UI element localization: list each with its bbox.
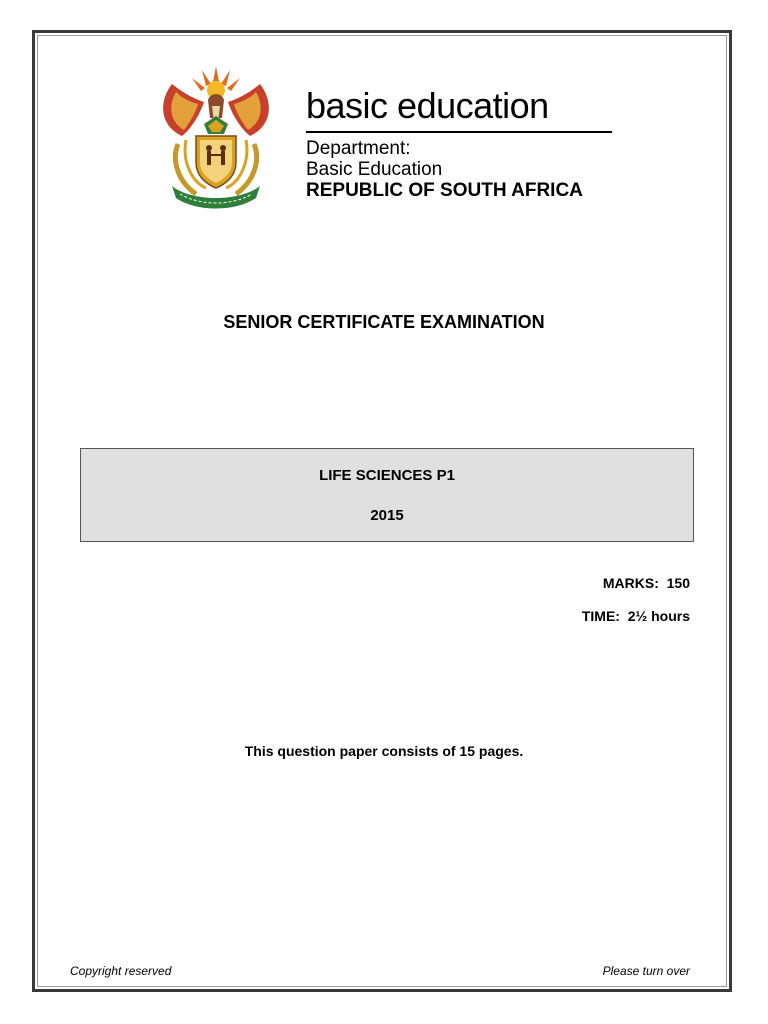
time-line — [582, 608, 690, 624]
coat-of-arms-icon — [152, 62, 280, 212]
time-value: 2½ hours — [627, 608, 690, 624]
exam-title: SENIOR CERTIFICATE EXAMINATION — [223, 312, 545, 332]
country-name: REPUBLIC OF SOUTH AFRICA — [306, 180, 583, 201]
subject-name: LIFE SCIENCES P1 — [319, 467, 455, 484]
department-name: Basic Education — [306, 159, 443, 180]
brand-underline — [306, 131, 612, 133]
subject-box — [80, 448, 694, 542]
exam-year: 2015 — [370, 507, 404, 524]
page-count-note: This question paper consists of 15 pages. — [244, 743, 524, 759]
time-label: TIME: — [581, 608, 620, 624]
marks-label: MARKS: — [602, 575, 659, 591]
footer-turn-over: Please turn over — [602, 964, 690, 978]
marks-value: 150 — [666, 575, 690, 591]
brand-title: basic education — [306, 85, 549, 126]
footer-copyright: Copyright reserved — [70, 964, 172, 978]
department-label: Department: — [306, 138, 411, 159]
marks-line — [603, 575, 690, 591]
